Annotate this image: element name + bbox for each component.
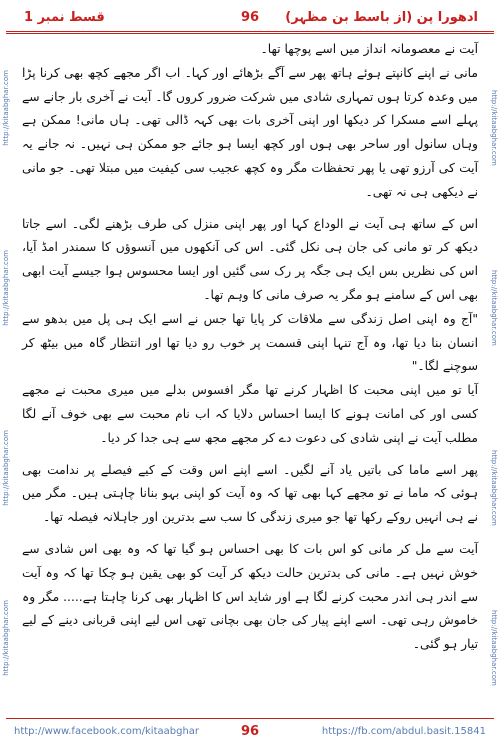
story-body xyxy=(22,38,478,708)
side-watermark-link[interactable]: http://kitaabghar.com xyxy=(2,600,10,676)
episode-label: قسط نمبر 1 xyxy=(24,10,105,25)
book-title: ادھورا پن (از باسط بن مظہر) xyxy=(285,10,478,25)
header-divider xyxy=(6,31,494,32)
side-watermark-link[interactable]: http://kitaabghar.com xyxy=(490,270,498,346)
facebook-page-link[interactable]: http://www.facebook.com/kitaabghar xyxy=(14,726,200,737)
paragraph: آیت نے معصومانہ انداز میں اسے پوچھا تھا۔ xyxy=(260,42,478,56)
header-divider-secondary xyxy=(6,33,494,34)
paragraph: مانی نے اپنے کانپتے ہوئے ہاتھ پھر سے آگے بڑھائے اور کہا۔ اب اگر مجھے کچھ بھی کرنا پڑا میں وعدہ کرتا ہوں تمہاری شادی میں شرکت ضرور کروں گا۔ آیت نے آخری بار جانے سے پہلے اسے مسکرا کر دیکھا اور اپنی آخری بات بھی کہہ ڈالی تھی۔ ہاں مانی! ممکن ہے وہاں سانول اور ساحر بھی ہوں اور کچھ ایسا ہو جائے جو ممکن ہی نہیں۔ نہ جانے یہ آیت کی آرزو تھی یا پھر تحفظات مگر وہ کچھ عجیب سی کیفیت میں مبتلا تھی۔ جو مانی نے دیکھی ہی نہ تھی۔ xyxy=(22,65,478,199)
paragraph: اس کے ساتھ ہی آیت نے الوداع کہا اور پھر اپنی منزل کی طرف بڑھنے لگی۔ اسے جاتا دیکھ کر تو مانی کی جان ہی نکل گئی۔ اس کی آنکھوں میں آنسوؤں کا سمندر امڈ آیا، اس کی نظریں بس ایک ہی جگہ پر رک سی گئیں اور ایسا محسوس ہوا جیسے آیت ابھی بھی اس کے سامنے ہو مگر یہ صرف مانی کا وہم تھا۔ xyxy=(22,216,478,302)
paragraph: پھر اسے ماما کی باتیں یاد آنے لگیں۔ اسے اپنے اس وقت کے کیے فیصلے پر ندامت بھی ہوئی کہ ماما نے تو مجھے کہا بھی تھا کہ وہ آیت کو اپنی بہو بنانا چاہتی ہیں۔ مگر میں نے ہی انہیں روکے رکھا تھا جو میری زندگی کا سب سے بدترین اور جاہلانہ فیصلہ تھا۔ xyxy=(22,462,478,525)
side-watermark-link[interactable]: http://kitaabghar.com xyxy=(2,430,10,506)
side-watermark-link[interactable]: http://kitaabghar.com xyxy=(2,70,10,146)
paragraph: آیا تو میں اپنی محبت کا اظہار کرنے تھا مگر افسوس بدلے میں میری محبت نے مجھے کسی اور کی امانت ہونے کا ایسا احساس دلایا کہ اب نام محبت سے بھی خوف آنے لگا مطلب آیت نے اپنی شادی کی دعوت دے کر مجھے مجھ سے ہی جدا کر دیا۔ xyxy=(22,383,478,445)
author-profile-link[interactable]: https://fb.com/abdul.basit.15841 xyxy=(321,726,486,737)
page-footer xyxy=(8,724,492,744)
footer-page-number: 96 xyxy=(240,724,260,739)
side-watermark-link[interactable]: http://kitaabghar.com xyxy=(490,610,498,686)
footer-divider xyxy=(6,718,494,719)
page-header xyxy=(8,4,492,34)
side-watermark-link[interactable]: http://kitaabghar.com xyxy=(490,90,498,166)
side-watermark-link[interactable]: http://kitaabghar.com xyxy=(2,250,10,326)
paragraph: "آج وہ اپنی اصل زندگی سے ملاقات کر پایا تھا جس نے اسے ایک ہی پل میں بدھو سے انسان بنا دیا تھا، وہ آج تنہا اپنی قسمت پر خوب رو دیا تھا اور انتظار گاہ میں بیٹھ کر سوچنے لگا۔" xyxy=(22,311,478,374)
header-page-number: 96 xyxy=(240,10,260,25)
side-watermark-link[interactable]: http://kitaabghar.com xyxy=(490,450,498,526)
paragraph: آیت سے مل کر مانی کو اس بات کا بھی احساس ہو گیا تھا کہ وہ بھی اس شادی سے خوش نہیں ہے۔ مانی کی بدترین حالت دیکھ کر آیت کو بھی یقین ہو چکا تھا کہ وہ آیت سے اندر ہی اندر محبت کرنے لگا ہے اور شاید اس کا اظہار بھی کرنا چاہتا ہے..... مگر وہ خاموش رہی تھی۔ اسے اپنے پیار کی جان بھی بچانی تھی اس لیے اپنی قربانی دینے کے لیے تیار ہو گئی۔ xyxy=(22,541,478,652)
